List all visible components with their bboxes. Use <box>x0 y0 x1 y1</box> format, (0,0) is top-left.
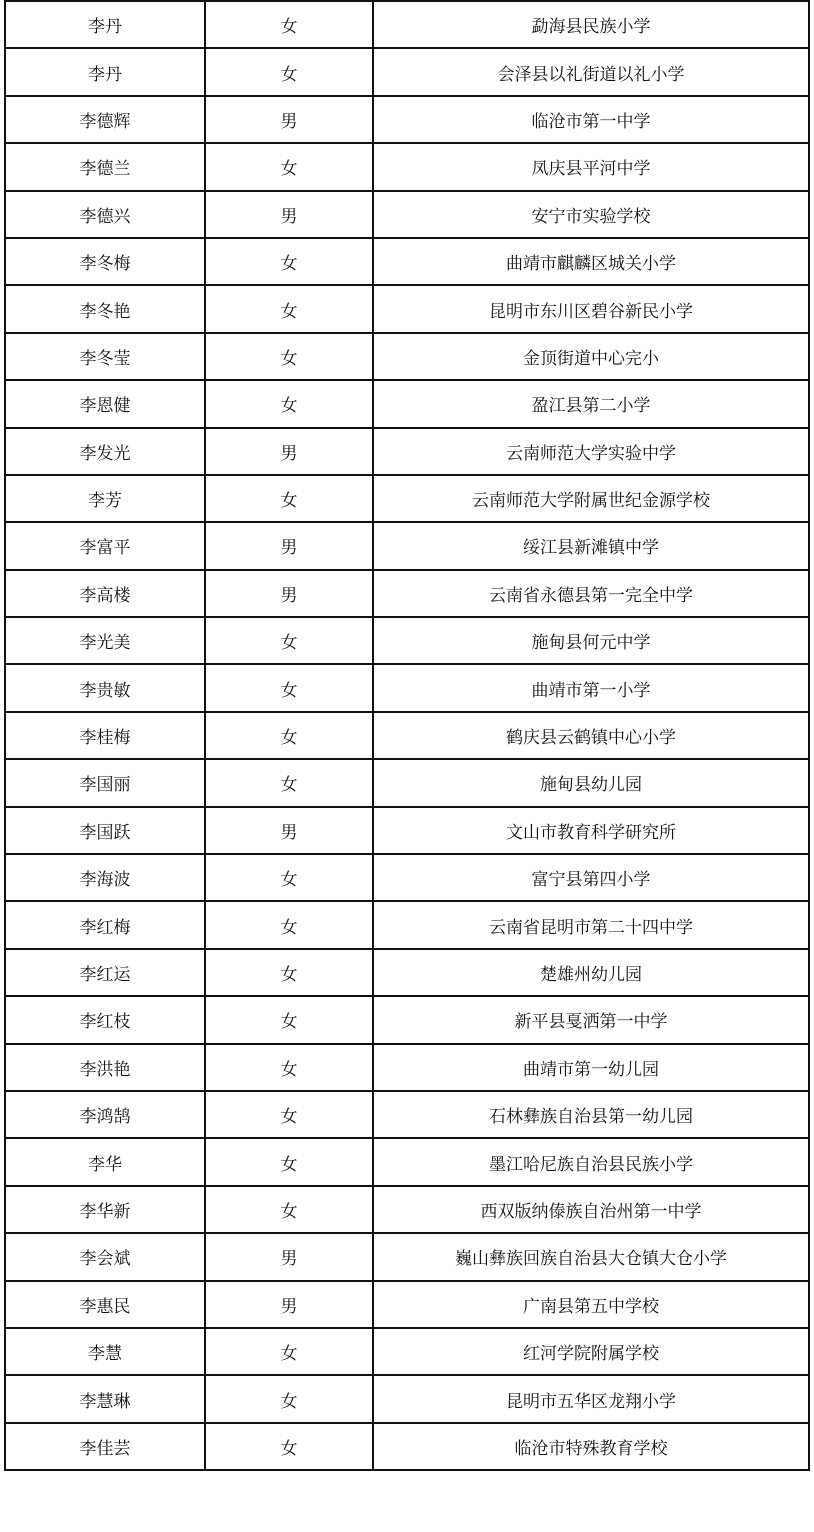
table-row <box>5 428 809 475</box>
school-cell: 昆明市东川区碧谷新民小学 <box>373 285 809 332</box>
name-cell: 李贵敏 <box>5 664 205 711</box>
school-cell: 墨江哈尼族自治县民族小学 <box>373 1138 809 1185</box>
school-cell: 临沧市特殊教育学校 <box>373 1423 809 1470</box>
school-cell: 曲靖市麒麟区城关小学 <box>373 238 809 285</box>
school-cell: 云南师范大学实验中学 <box>373 428 809 475</box>
gender-cell: 女 <box>205 1 373 48</box>
gender-cell: 女 <box>205 48 373 95</box>
name-cell: 李慧琳 <box>5 1375 205 1422</box>
name-cell: 李鸿鹄 <box>5 1091 205 1138</box>
table-row <box>5 1138 809 1185</box>
table-row <box>5 1091 809 1138</box>
name-cell: 李德辉 <box>5 96 205 143</box>
gender-cell: 女 <box>205 617 373 664</box>
table-row <box>5 333 809 380</box>
gender-cell: 女 <box>205 664 373 711</box>
name-cell: 李丹 <box>5 48 205 95</box>
gender-cell: 女 <box>205 475 373 522</box>
gender-cell: 男 <box>205 807 373 854</box>
table-row <box>5 1328 809 1375</box>
table-row <box>5 1423 809 1470</box>
name-cell: 李佳芸 <box>5 1423 205 1470</box>
table-row <box>5 664 809 711</box>
school-cell: 施甸县何元中学 <box>373 617 809 664</box>
gender-cell: 女 <box>205 1375 373 1422</box>
school-cell: 鹤庆县云鹤镇中心小学 <box>373 712 809 759</box>
school-cell: 曲靖市第一小学 <box>373 664 809 711</box>
name-cell: 李红枝 <box>5 996 205 1043</box>
table-row <box>5 522 809 569</box>
name-cell: 李桂梅 <box>5 712 205 759</box>
school-cell: 金顶街道中心完小 <box>373 333 809 380</box>
name-cell: 李华 <box>5 1138 205 1185</box>
gender-cell: 女 <box>205 759 373 806</box>
table-row <box>5 759 809 806</box>
table-row <box>5 285 809 332</box>
name-cell: 李冬艳 <box>5 285 205 332</box>
school-cell: 曲靖市第一幼儿园 <box>373 1044 809 1091</box>
school-cell: 盈江县第二小学 <box>373 380 809 427</box>
table-row <box>5 949 809 996</box>
name-cell: 李国跃 <box>5 807 205 854</box>
table-row <box>5 1281 809 1328</box>
table-row <box>5 1233 809 1280</box>
gender-cell: 女 <box>205 1138 373 1185</box>
school-cell: 勐海县民族小学 <box>373 1 809 48</box>
gender-cell: 男 <box>205 1233 373 1280</box>
gender-cell: 女 <box>205 333 373 380</box>
school-cell: 绥江县新滩镇中学 <box>373 522 809 569</box>
school-cell: 新平县戛洒第一中学 <box>373 996 809 1043</box>
school-cell: 云南省昆明市第二十四中学 <box>373 901 809 948</box>
school-cell: 凤庆县平河中学 <box>373 143 809 190</box>
school-cell: 红河学院附属学校 <box>373 1328 809 1375</box>
gender-cell: 女 <box>205 854 373 901</box>
name-cell: 李恩健 <box>5 380 205 427</box>
table-row <box>5 570 809 617</box>
school-cell: 会泽县以礼街道以礼小学 <box>373 48 809 95</box>
gender-cell: 女 <box>205 1091 373 1138</box>
table-row <box>5 191 809 238</box>
table-row <box>5 712 809 759</box>
table-row <box>5 380 809 427</box>
gender-cell: 女 <box>205 712 373 759</box>
gender-cell: 女 <box>205 143 373 190</box>
school-cell: 西双版纳傣族自治州第一中学 <box>373 1186 809 1233</box>
gender-cell: 男 <box>205 522 373 569</box>
table-body <box>5 1 809 1470</box>
gender-cell: 女 <box>205 380 373 427</box>
gender-cell: 男 <box>205 191 373 238</box>
school-cell: 广南县第五中学校 <box>373 1281 809 1328</box>
table-row <box>5 1 809 48</box>
teacher-list-table <box>4 0 810 1471</box>
name-cell: 李冬梅 <box>5 238 205 285</box>
table-row <box>5 854 809 901</box>
name-cell: 李冬莹 <box>5 333 205 380</box>
table-row <box>5 617 809 664</box>
name-cell: 李高楼 <box>5 570 205 617</box>
table-row <box>5 143 809 190</box>
name-cell: 李德兰 <box>5 143 205 190</box>
gender-cell: 女 <box>205 1044 373 1091</box>
name-cell: 李海波 <box>5 854 205 901</box>
name-cell: 李惠民 <box>5 1281 205 1328</box>
table-row <box>5 48 809 95</box>
name-cell: 李洪艳 <box>5 1044 205 1091</box>
school-cell: 施甸县幼儿园 <box>373 759 809 806</box>
gender-cell: 男 <box>205 96 373 143</box>
school-cell: 石林彝族自治县第一幼儿园 <box>373 1091 809 1138</box>
name-cell: 李华新 <box>5 1186 205 1233</box>
gender-cell: 女 <box>205 1186 373 1233</box>
table-row <box>5 1186 809 1233</box>
school-cell: 文山市教育科学研究所 <box>373 807 809 854</box>
school-cell: 云南省永德县第一完全中学 <box>373 570 809 617</box>
table-row <box>5 1375 809 1422</box>
table-row <box>5 475 809 522</box>
name-cell: 李发光 <box>5 428 205 475</box>
name-cell: 李德兴 <box>5 191 205 238</box>
school-cell: 安宁市实验学校 <box>373 191 809 238</box>
school-cell: 临沧市第一中学 <box>373 96 809 143</box>
name-cell: 李会斌 <box>5 1233 205 1280</box>
gender-cell: 男 <box>205 1281 373 1328</box>
gender-cell: 男 <box>205 428 373 475</box>
table-row <box>5 238 809 285</box>
table-row <box>5 807 809 854</box>
name-cell: 李红运 <box>5 949 205 996</box>
name-cell: 李红梅 <box>5 901 205 948</box>
school-cell: 富宁县第四小学 <box>373 854 809 901</box>
gender-cell: 女 <box>205 238 373 285</box>
gender-cell: 女 <box>205 949 373 996</box>
school-cell: 巍山彝族回族自治县大仓镇大仓小学 <box>373 1233 809 1280</box>
name-cell: 李光美 <box>5 617 205 664</box>
name-cell: 李富平 <box>5 522 205 569</box>
table-row <box>5 996 809 1043</box>
gender-cell: 女 <box>205 1328 373 1375</box>
gender-cell: 女 <box>205 285 373 332</box>
name-cell: 李国丽 <box>5 759 205 806</box>
gender-cell: 女 <box>205 901 373 948</box>
gender-cell: 女 <box>205 996 373 1043</box>
name-cell: 李丹 <box>5 1 205 48</box>
name-cell: 李芳 <box>5 475 205 522</box>
table-row <box>5 96 809 143</box>
table-row <box>5 901 809 948</box>
table-row <box>5 1044 809 1091</box>
school-cell: 楚雄州幼儿园 <box>373 949 809 996</box>
school-cell: 昆明市五华区龙翔小学 <box>373 1375 809 1422</box>
gender-cell: 女 <box>205 1423 373 1470</box>
name-cell: 李慧 <box>5 1328 205 1375</box>
gender-cell: 男 <box>205 570 373 617</box>
school-cell: 云南师范大学附属世纪金源学校 <box>373 475 809 522</box>
